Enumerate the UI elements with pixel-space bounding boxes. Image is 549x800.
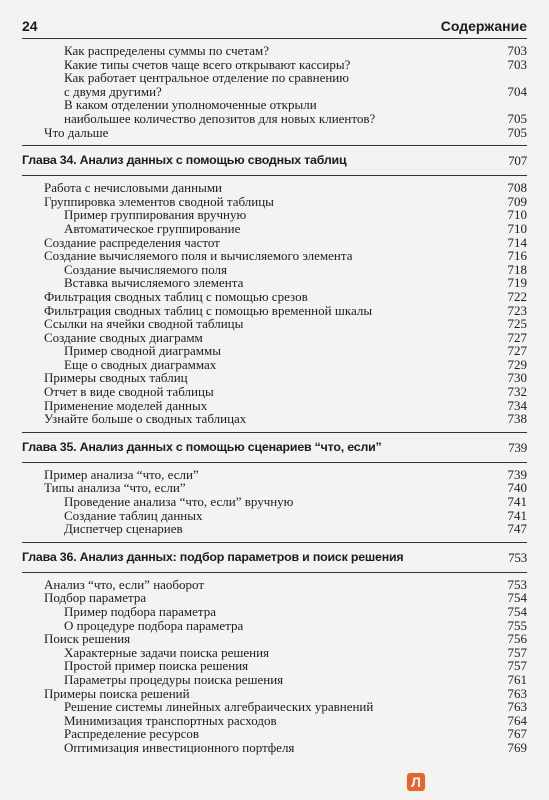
toc-entry (22, 385, 527, 399)
toc-entry (22, 659, 527, 673)
chapter-heading (22, 145, 527, 176)
toc-entry-title: Создание сводных диаграмм (44, 329, 203, 345)
chapter-page: 739 (508, 439, 527, 455)
toc-entry (22, 646, 527, 660)
toc-entry-page: 764 (507, 712, 527, 728)
toc-entry-page: 767 (507, 726, 527, 742)
toc-entry-title: Как работает центральное отделение по сравнению с двумя другими? (64, 70, 349, 99)
toc-entry-page: 741 (507, 507, 527, 523)
publisher-logo-icon: Л (407, 773, 425, 791)
toc-entry-page: 739 (507, 466, 527, 482)
toc-entry (22, 619, 527, 633)
chapter-title: Глава 36. Анализ данных: подбор параметров и поиск решения (22, 549, 404, 564)
table-of-contents (22, 44, 527, 755)
page-number: 24 (22, 18, 38, 34)
toc-entry (22, 249, 527, 263)
toc-entry (22, 126, 527, 140)
toc-entry-title: Проведение анализа “что, если” вручную (64, 494, 294, 510)
toc-entry-page: 709 (507, 193, 527, 209)
toc-entry-page: 763 (507, 685, 527, 701)
toc-entry-title: Поиск решения (44, 631, 131, 647)
toc-entry (22, 290, 527, 304)
toc-entry-page: 722 (507, 288, 527, 304)
toc-entry (22, 578, 527, 592)
toc-entry-title: Какие типы счетов чаще всего открывают кассиры? (64, 56, 351, 72)
toc-entry (22, 263, 527, 277)
toc-entry (22, 468, 527, 482)
toc-entry-page: 756 (507, 631, 527, 647)
toc-entry-page: 741 (507, 494, 527, 510)
chapter-page: 753 (508, 549, 527, 565)
toc-entry (22, 700, 527, 714)
toc-entry (22, 44, 527, 58)
toc-entry-page: 754 (507, 604, 527, 619)
toc-entry-page: 714 (507, 234, 527, 250)
toc-entry (22, 371, 527, 385)
toc-entry-title: Пример группирования вручную (64, 207, 247, 223)
toc-entry-page: 718 (507, 261, 527, 277)
toc-entry-title: Оптимизация инвестиционного портфеля (64, 739, 295, 755)
toc-entry (22, 208, 527, 222)
toc-entry (22, 632, 527, 646)
toc-entry-title: Примеры сводных таблиц (44, 370, 188, 386)
chapter-title: Глава 34. Анализ данных с помощью сводных таблиц (22, 153, 347, 168)
toc-entry-title: Группировка элементов сводной таблицы (44, 193, 274, 209)
toc-entry-page: 763 (507, 699, 527, 715)
toc-entry (22, 522, 527, 536)
toc-entry-page: 705 (507, 124, 527, 140)
toc-entry-title: Фильтрация сводных таблиц с помощью срезов (44, 288, 308, 304)
toc-entry-title: Распределение ресурсов (64, 726, 200, 742)
toc-entry (22, 358, 527, 372)
toc-entry-title: Создание вычисляемого поля и вычисляемого элемента (44, 248, 353, 264)
toc-entry-page: 747 (507, 521, 527, 537)
toc-entry-title: О процедуре подбора параметра (64, 617, 244, 633)
toc-entry-title: Применение моделей данных (44, 397, 208, 413)
chapter-page: 707 (508, 153, 527, 169)
toc-entry-page: 757 (507, 644, 527, 660)
toc-entry-page: 769 (507, 739, 527, 755)
toc-entry-title: Как распределены суммы по счетам? (64, 43, 270, 58)
toc-entry-page: 754 (507, 590, 527, 606)
toc-entry-page: 710 (507, 207, 527, 223)
chapter-title: Глава 35. Анализ данных с помощью сценариев “что, если” (22, 439, 382, 454)
toc-entry-title: Подбор параметра (44, 590, 147, 606)
toc-entry-page: 734 (507, 397, 527, 413)
toc-entry-title: Параметры процедуры поиска решения (64, 671, 284, 687)
toc-entry (22, 304, 527, 318)
toc-entry-title: Диспетчер сценариев (64, 521, 183, 537)
toc-entry-title: Отчет в виде сводной таблицы (44, 384, 214, 400)
toc-entry-page: 761 (507, 671, 527, 687)
toc-entry (22, 181, 527, 195)
toc-entry (22, 673, 527, 687)
toc-entry (22, 495, 527, 509)
toc-entry-title: Ссылки на ячейки сводной таблицы (44, 316, 244, 332)
toc-entry (22, 195, 527, 209)
toc-entry-title: Простой пример поиска решения (64, 658, 249, 674)
toc-entry-title: Минимизация транспортных расходов (64, 712, 277, 728)
toc-entry-title: Пример сводной диаграммы (64, 343, 221, 359)
toc-entry-page: 705 (507, 110, 527, 126)
toc-entry-title: Характерные задачи поиска решения (64, 644, 270, 660)
toc-entry (22, 71, 527, 98)
chapter-heading (22, 542, 527, 573)
toc-entry-page: 753 (507, 576, 527, 592)
toc-entry (22, 58, 527, 72)
toc-entry-title: Еще о сводных диаграммах (64, 356, 217, 372)
toc-entry (22, 727, 527, 741)
toc-entry-title: Работа с нечисловыми данными (44, 180, 223, 196)
toc-entry-page: 755 (507, 617, 527, 633)
toc-entry (22, 481, 527, 495)
toc-entry-title: Типы анализа “что, если” (44, 480, 186, 496)
toc-entry-page: 708 (507, 180, 527, 196)
toc-entry (22, 331, 527, 345)
toc-entry (22, 714, 527, 728)
toc-entry-title: Анализ “что, если” наоборот (44, 576, 205, 592)
toc-entry (22, 399, 527, 413)
toc-entry-title: Вставка вычисляемого элемента (64, 275, 244, 291)
toc-entry (22, 605, 527, 619)
toc-entry-page: 727 (507, 329, 527, 345)
toc-entry-page: 738 (507, 411, 527, 427)
toc-entry (22, 276, 527, 290)
toc-entry-page: 703 (507, 43, 527, 58)
toc-entry-page: 732 (507, 384, 527, 400)
toc-entry (22, 412, 527, 426)
toc-entry-page: 704 (507, 83, 527, 99)
toc-entry (22, 98, 527, 125)
toc-entry-title: Примеры поиска решений (44, 685, 190, 701)
toc-entry-title: Что дальше (44, 124, 109, 140)
section-title: Содержание (440, 18, 527, 34)
toc-entry-page: 729 (507, 356, 527, 372)
toc-entry-page: 740 (507, 480, 527, 496)
toc-entry-title: Автоматическое группирование (64, 220, 241, 236)
toc-entry-title: Узнайте больше о сводных таблицах (44, 411, 247, 427)
toc-entry (22, 509, 527, 523)
toc-entry-page: 716 (507, 248, 527, 264)
toc-entry (22, 591, 527, 605)
toc-entry (22, 236, 527, 250)
toc-entry-title: Решение системы линейных алгебраических уравнений (64, 699, 374, 715)
page-header (22, 14, 527, 39)
toc-entry-page: 710 (507, 220, 527, 236)
toc-entry-page: 727 (507, 343, 527, 359)
toc-entry (22, 687, 527, 701)
toc-entry-title: Пример анализа “что, если” (44, 466, 199, 482)
toc-entry (22, 741, 527, 755)
toc-entry-title: Фильтрация сводных таблиц с помощью временной шкалы (44, 302, 373, 318)
toc-entry (22, 344, 527, 358)
toc-entry (22, 317, 527, 331)
toc-entry-title: Создание вычисляемого поля (64, 261, 228, 277)
toc-entry-title: В каком отделении уполномоченные открыли наибольшее количество депозитов для новых клиентов? (64, 97, 376, 126)
toc-entry-page: 730 (507, 370, 527, 386)
chapter-heading (22, 432, 527, 463)
toc-entry-page: 757 (507, 658, 527, 674)
toc-entry-page: 723 (507, 302, 527, 318)
toc-entry-page: 725 (507, 316, 527, 332)
toc-entry-title: Создание таблиц данных (64, 507, 203, 523)
toc-entry (22, 222, 527, 236)
toc-entry-title: Пример подбора параметра (64, 604, 217, 619)
toc-entry-page: 703 (507, 56, 527, 72)
toc-entry-title: Создание распределения частот (44, 234, 220, 250)
toc-entry-page: 719 (507, 275, 527, 291)
